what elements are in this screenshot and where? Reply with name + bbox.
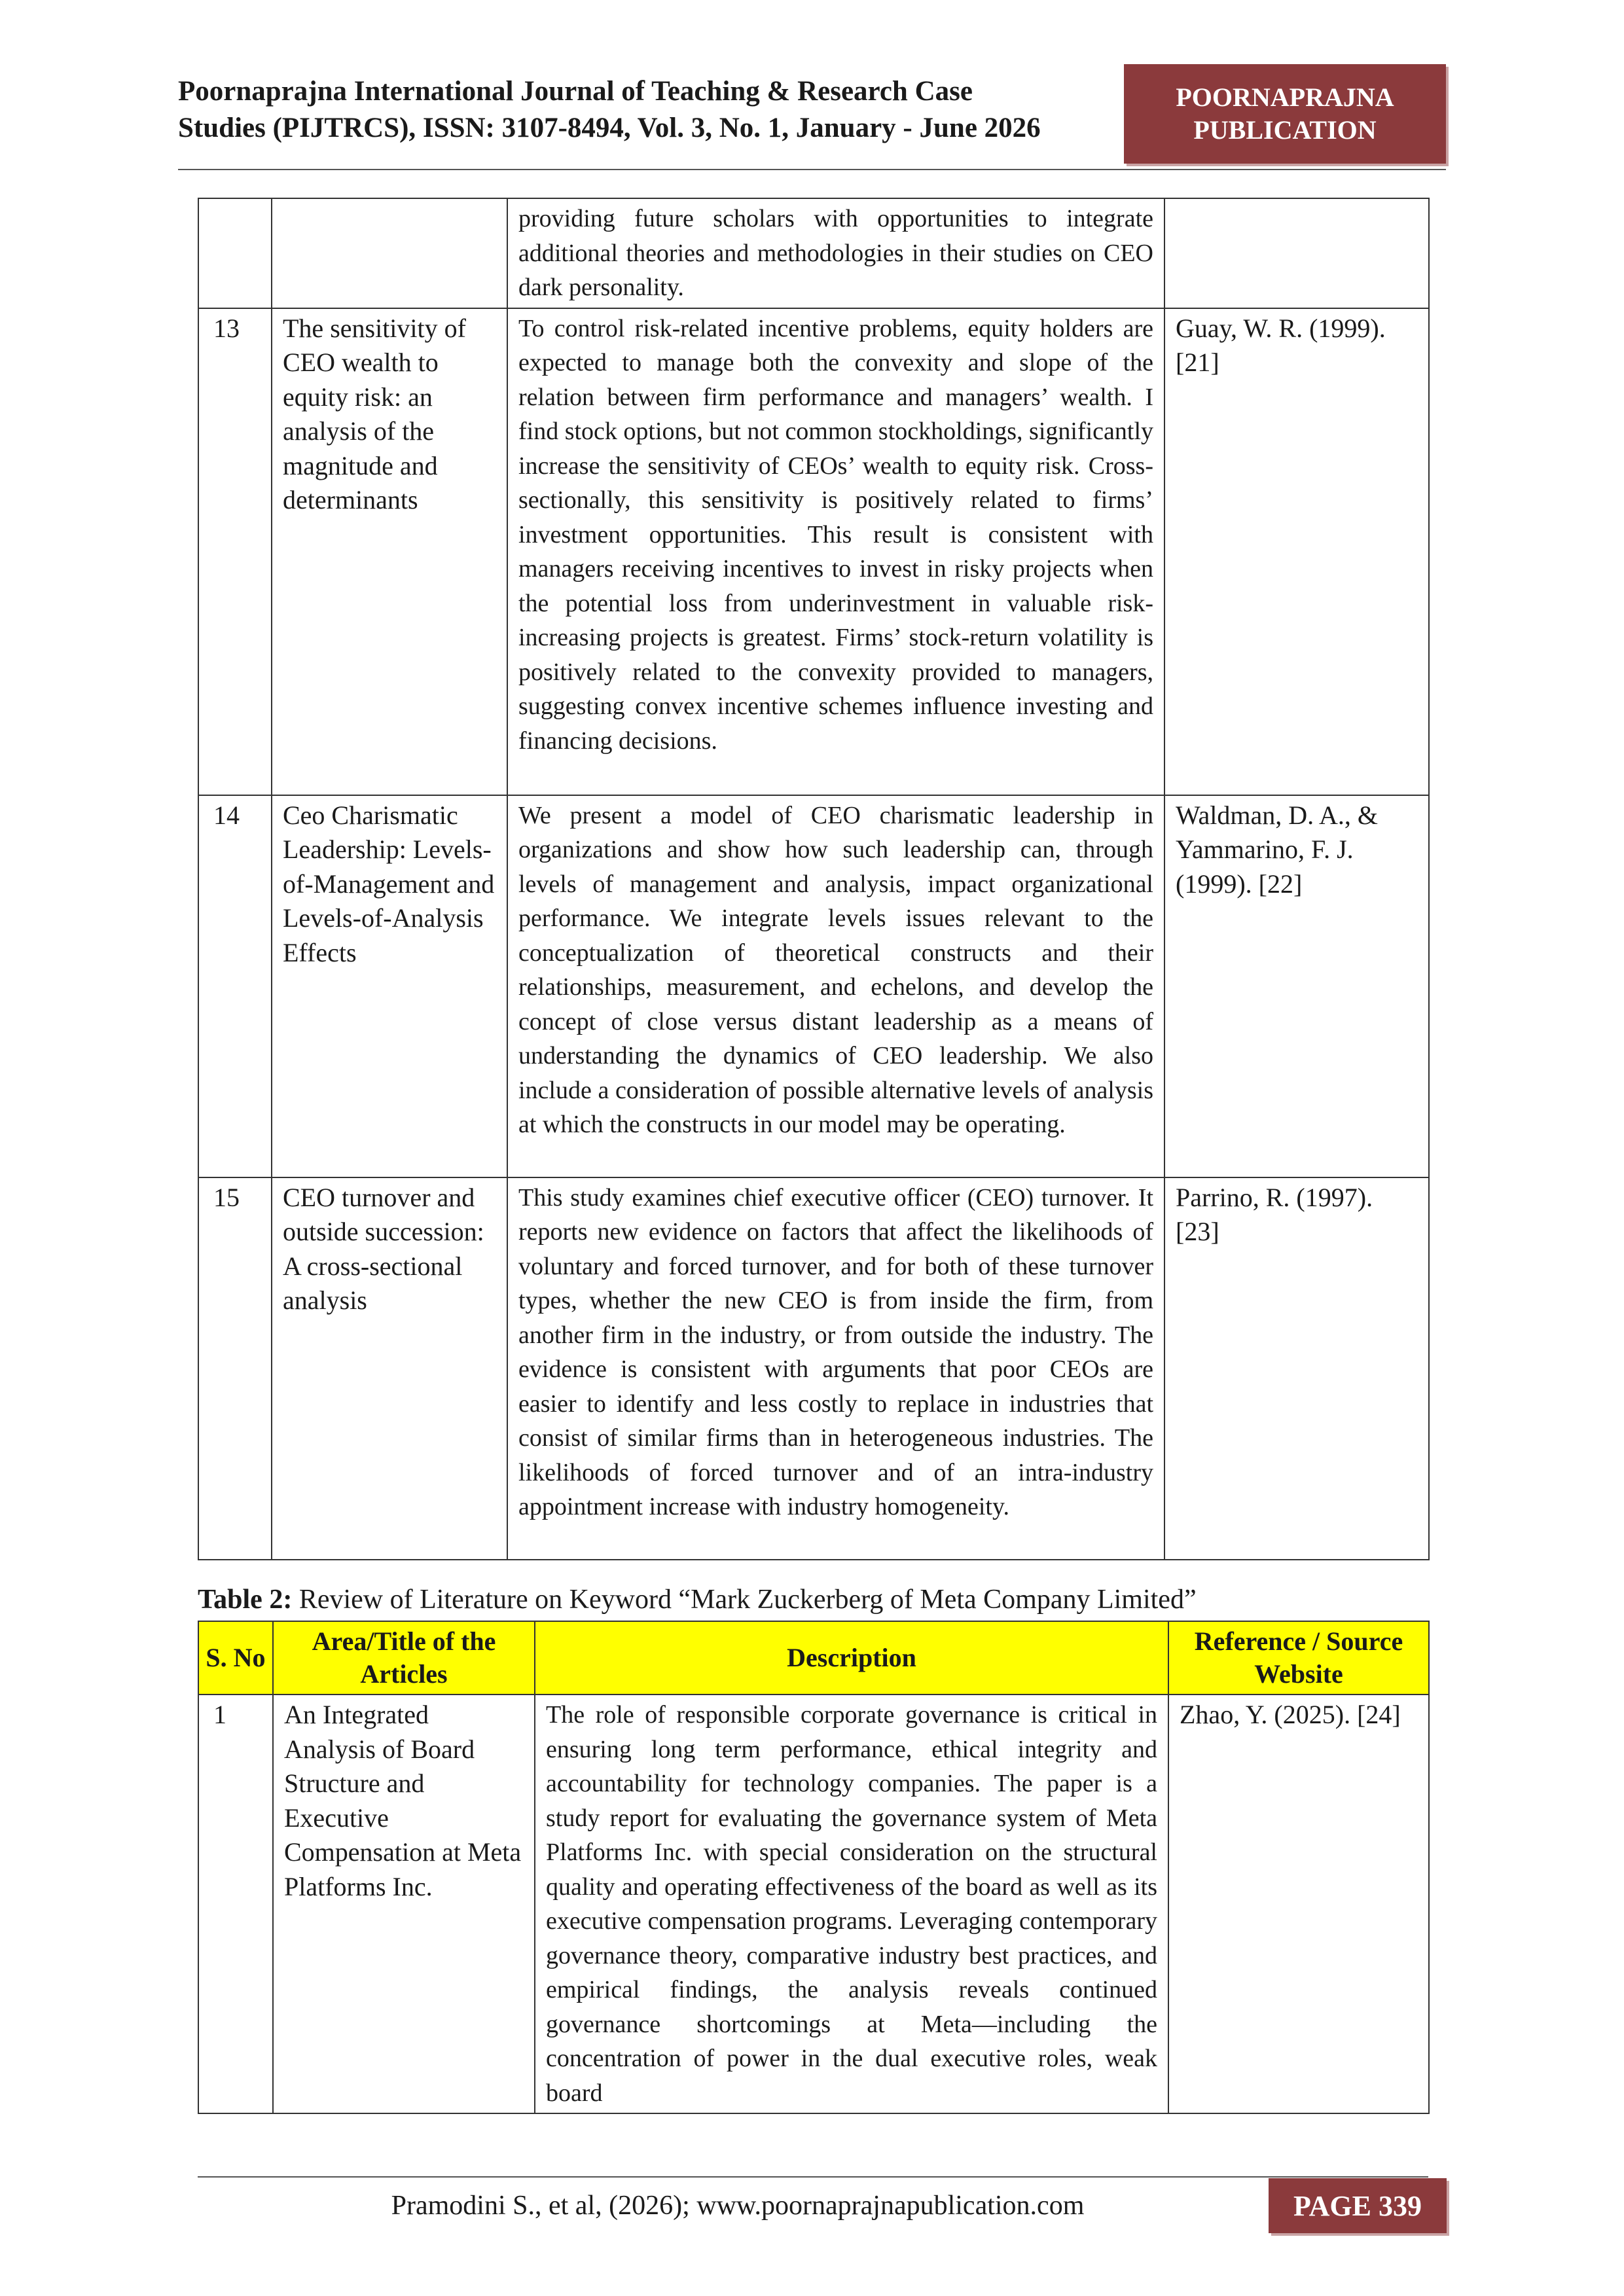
article-title: An Integrated Analysis of Board Structure and Executive Compensation at Meta Platforms Inc.	[273, 1695, 535, 2113]
article-title: The sensitivity of CEO wealth to equity risk: an analysis of the magnitude and determinants	[272, 308, 507, 795]
article-reference: Parrino, R. (1997). [23]	[1164, 1177, 1429, 1560]
article-description: We present a model of CEO charismatic leadership in organizations and show how such leadership can, through levels of management and analysis, impact organizational performance. We integrate levels issues relevant to the conceptualization of theoretical constructs and their relationships, measurement, and echelons, and develop the concept of close versus distant leadership as a means of understanding the dynamics of CEO leadership. We also include a consideration of possible alternative levels of analysis at which the constructs in our model may be operating.	[507, 795, 1164, 1177]
table-row	[198, 308, 1429, 795]
header-serial-no: S. No	[198, 1621, 273, 1695]
header-reference: Reference / Source Website	[1168, 1621, 1429, 1695]
header-description: Description	[535, 1621, 1168, 1695]
article-title: Ceo Charismatic Leadership: Levels-of-Management and Levels-of-Analysis Effects	[272, 795, 507, 1177]
literature-table-1	[198, 198, 1430, 1560]
publisher-badge	[1124, 64, 1446, 164]
table-2-caption	[198, 1583, 1197, 1617]
article-reference	[1164, 198, 1429, 308]
journal-header	[178, 73, 1121, 147]
header-title: Area/Title of the Articles	[273, 1621, 535, 1695]
literature-table-2	[198, 1621, 1430, 2114]
publisher-badge-line1: POORNAPRAJNA	[1176, 82, 1394, 112]
publisher-badge-line2: PUBLICATION	[1193, 115, 1377, 145]
journal-title-line2: Studies (PIJTRCS), ISSN: 3107-8494, Vol. 3, No. 1, January - June 2026	[178, 113, 1041, 143]
row-number: 15	[198, 1177, 272, 1560]
article-title: CEO turnover and outside succession: A cross-sectional analysis	[272, 1177, 507, 1560]
table-2-caption-label: Table 2:	[198, 1585, 293, 1615]
table-row	[198, 1695, 1429, 2113]
footer-citation: Pramodini S., et al, (2026); www.poornaprajnapublication.com	[391, 2191, 1085, 2221]
page-number-badge: PAGE 339	[1269, 2178, 1447, 2233]
article-reference: Zhao, Y. (2025). [24]	[1168, 1695, 1429, 2113]
row-number: 14	[198, 795, 272, 1177]
article-description: To control risk-related incentive problems, equity holders are expected to manage both the convexity and slope of the relation between firm performance and managers’ wealth. I find stock options, but not common stockholdings, significantly increase the sensitivity of CEOs’ wealth to equity risk. Cross-sectionally, this sensitivity is positively related to firms’ investment opportunities. This result is consistent with managers receiving incentives to invest in risky projects when the potential loss from underinvestment in valuable risk-increasing projects is greatest. Firms’ stock-return volatility is positively related to the convexity provided to managers, suggesting convex incentive schemes influence investing and financing decisions.	[507, 308, 1164, 795]
article-description: This study examines chief executive officer (CEO) turnover. It reports new evidence on factors that affect the likelihoods of voluntary and forced turnover, and for both of these turnover types, whether the new CEO is from inside the firm, from another firm in the industry, or from outside the industry. The evidence is consistent with arguments that poor CEOs are easier to identify and less costly to replace in industries that consist of similar firms than in heterogeneous industries. The likelihoods of forced turnover and of an intra-industry appointment increase with industry homogeneity.	[507, 1177, 1164, 1560]
table-row	[198, 1177, 1429, 1560]
row-number: 13	[198, 308, 272, 795]
header-divider	[178, 169, 1446, 170]
article-description: providing future scholars with opportunities to integrate additional theories and methodologies in their studies on CEO dark personality.	[507, 198, 1164, 308]
table-row	[198, 795, 1429, 1177]
article-reference: Waldman, D. A., & Yammarino, F. J. (1999). [22]	[1164, 795, 1429, 1177]
table-header-row	[198, 1621, 1429, 1695]
footer-divider	[198, 2176, 1428, 2178]
row-number: 1	[198, 1695, 273, 2113]
row-number	[198, 198, 272, 308]
journal-title-line1: Poornaprajna International Journal of Teaching & Research Case	[178, 76, 973, 107]
article-reference: Guay, W. R. (1999). [21]	[1164, 308, 1429, 795]
table-2-caption-text: Review of Literature on Keyword “Mark Zuckerberg of Meta Company Limited”	[292, 1585, 1197, 1615]
table-row	[198, 198, 1429, 308]
article-title	[272, 198, 507, 308]
article-description: The role of responsible corporate governance is critical in ensuring long term performance, ethical integrity and accountability for technology companies. The paper is a study report for evaluating the governance system of Meta Platforms Inc. with special consideration on the structural quality and operating effectiveness of the board as well as its executive compensation programs. Leveraging contemporary governance theory, comparative industry best practices, and empirical findings, the analysis reveals continued governance shortcomings at Meta—including the concentration of power in the dual executive roles, weak board	[535, 1695, 1168, 2113]
